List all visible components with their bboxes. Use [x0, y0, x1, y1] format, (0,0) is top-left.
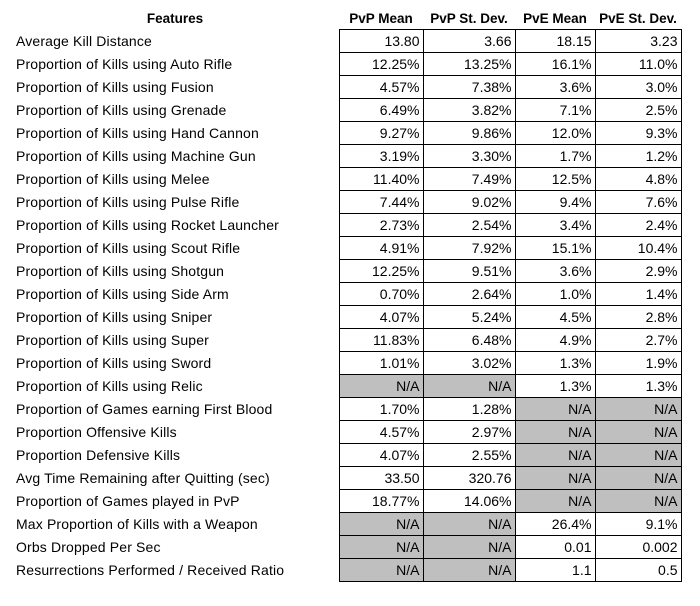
cell-pvp-std-dev: 7.38% [423, 76, 515, 99]
cell-pvp-mean: 13.80 [339, 30, 423, 53]
cell-pve-std-dev: 3.0% [595, 76, 681, 99]
cell-pvp-std-dev: 1.28% [423, 398, 515, 421]
table-row [11, 421, 681, 444]
feature-label: Proportion of Kills using Rocket Launcher [16, 217, 279, 233]
cell-pvp-std-dev: 2.97% [423, 421, 515, 444]
table-header [11, 8, 681, 30]
cell-pve-std-dev: 2.5% [595, 99, 681, 122]
cell-pvp-std-dev: N/A [423, 559, 515, 582]
cell-pvp-mean: 12.25% [339, 260, 423, 283]
cell-pvp-mean: N/A [339, 513, 423, 536]
cell-pve-mean: 15.1% [515, 237, 595, 260]
cell-pve-std-dev: N/A [595, 467, 681, 490]
cell-pvp-mean: 4.91% [339, 237, 423, 260]
table-row [11, 53, 681, 76]
cell-pvp-mean: N/A [339, 559, 423, 582]
table-row [11, 513, 681, 536]
cell-pvp-mean: 4.57% [339, 76, 423, 99]
header-pve-mean: PvE Mean [523, 11, 587, 26]
cell-pvp-mean: 11.40% [339, 168, 423, 191]
feature-label: Proportion of Kills using Super [16, 332, 209, 348]
cell-pve-mean: N/A [515, 467, 595, 490]
table-row [11, 145, 681, 168]
cell-pve-std-dev: 9.3% [595, 122, 681, 145]
cell-pve-mean: 18.15 [515, 30, 595, 53]
feature-label: Proportion of Kills using Pulse Rifle [16, 194, 240, 210]
cell-pvp-std-dev: N/A [423, 375, 515, 398]
feature-label: Average Kill Distance [16, 33, 152, 49]
cell-pve-std-dev: 9.1% [595, 513, 681, 536]
cell-pvp-mean: 3.19% [339, 145, 423, 168]
cell-pve-std-dev: 2.9% [595, 260, 681, 283]
feature-label: Max Proportion of Kills with a Weapon [16, 516, 258, 532]
cell-pve-mean: 26.4% [515, 513, 595, 536]
cell-pve-std-dev: 0.002 [595, 536, 681, 559]
feature-label: Proportion of Kills using Sword [16, 355, 212, 371]
table-row [11, 237, 681, 260]
cell-pve-mean: 1.1 [515, 559, 595, 582]
table-row [11, 283, 681, 306]
cell-pvp-std-dev: 7.92% [423, 237, 515, 260]
cell-pve-std-dev: 2.8% [595, 306, 681, 329]
cell-pvp-mean: 1.01% [339, 352, 423, 375]
cell-pve-mean: N/A [515, 490, 595, 513]
feature-label: Proportion of Games earning First Blood [16, 401, 273, 417]
table-row [11, 536, 681, 559]
features-table [11, 8, 682, 582]
cell-pve-std-dev: 4.8% [595, 168, 681, 191]
cell-pve-mean: 1.3% [515, 352, 595, 375]
cell-pvp-mean: 0.70% [339, 283, 423, 306]
cell-pve-mean: 3.4% [515, 214, 595, 237]
cell-pvp-std-dev: 9.51% [423, 260, 515, 283]
cell-pvp-std-dev: 7.49% [423, 168, 515, 191]
cell-pvp-std-dev: 5.24% [423, 306, 515, 329]
cell-pve-std-dev: 10.4% [595, 237, 681, 260]
cell-pvp-mean: N/A [339, 375, 423, 398]
table-row [11, 329, 681, 352]
feature-label: Proportion of Kills using Auto Rifle [16, 56, 233, 72]
header-pve-std-dev: PvE St. Dev. [599, 11, 677, 26]
cell-pvp-std-dev: N/A [423, 536, 515, 559]
feature-label: Avg Time Remaining after Quitting (sec) [16, 470, 270, 486]
cell-pve-std-dev: N/A [595, 398, 681, 421]
table-row [11, 490, 681, 513]
feature-label: Proportion Defensive Kills [16, 447, 181, 463]
cell-pvp-std-dev: 3.82% [423, 99, 515, 122]
cell-pvp-mean: N/A [339, 536, 423, 559]
table-row [11, 352, 681, 375]
table-row [11, 467, 681, 490]
cell-pve-mean: 16.1% [515, 53, 595, 76]
feature-label: Proportion of Kills using Hand Cannon [16, 125, 259, 141]
cell-pvp-mean: 1.70% [339, 398, 423, 421]
cell-pve-mean: 12.0% [515, 122, 595, 145]
cell-pve-std-dev: 1.2% [595, 145, 681, 168]
feature-label: Proportion of Kills using Melee [16, 171, 210, 187]
cell-pvp-mean: 2.73% [339, 214, 423, 237]
cell-pve-std-dev: 7.6% [595, 191, 681, 214]
table-row [11, 214, 681, 237]
cell-pve-mean: N/A [515, 421, 595, 444]
cell-pve-mean: 4.9% [515, 329, 595, 352]
feature-label: Proportion of Kills using Machine Gun [16, 148, 256, 164]
table-row [11, 444, 681, 467]
cell-pvp-mean: 33.50 [339, 467, 423, 490]
header-pvp-mean: PvP Mean [349, 11, 413, 26]
table-row [11, 375, 681, 398]
cell-pvp-mean: 9.27% [339, 122, 423, 145]
cell-pve-std-dev: 2.4% [595, 214, 681, 237]
cell-pvp-std-dev: 9.86% [423, 122, 515, 145]
cell-pve-std-dev: 3.23 [595, 30, 681, 53]
cell-pve-mean: 1.0% [515, 283, 595, 306]
cell-pve-mean: N/A [515, 444, 595, 467]
table-row [11, 76, 681, 99]
cell-pve-std-dev: N/A [595, 421, 681, 444]
cell-pvp-mean: 12.25% [339, 53, 423, 76]
table-row [11, 306, 681, 329]
cell-pve-std-dev: 11.0% [595, 53, 681, 76]
cell-pvp-std-dev: 2.55% [423, 444, 515, 467]
feature-label: Resurrections Performed / Received Ratio [16, 562, 285, 578]
cell-pve-mean: 3.6% [515, 260, 595, 283]
feature-label: Proportion of Kills using Relic [16, 378, 203, 394]
cell-pve-std-dev: N/A [595, 444, 681, 467]
feature-label: Proportion of Kills using Side Arm [16, 286, 229, 302]
table-row [11, 30, 681, 53]
cell-pvp-mean: 4.57% [339, 421, 423, 444]
cell-pve-mean: 9.4% [515, 191, 595, 214]
header-features: Features [146, 11, 204, 27]
feature-label: Orbs Dropped Per Sec [16, 539, 161, 555]
table-body [11, 30, 681, 582]
cell-pve-mean: 1.7% [515, 145, 595, 168]
cell-pvp-mean: 4.07% [339, 444, 423, 467]
table-row [11, 122, 681, 145]
cell-pvp-std-dev: 2.54% [423, 214, 515, 237]
cell-pve-mean: N/A [515, 398, 595, 421]
table-row [11, 260, 681, 283]
table-row [11, 191, 681, 214]
cell-pvp-mean: 4.07% [339, 306, 423, 329]
cell-pve-std-dev: 1.4% [595, 283, 681, 306]
feature-label: Proportion of Games played in PvP [16, 493, 240, 509]
table-row [11, 398, 681, 421]
cell-pvp-std-dev: 6.48% [423, 329, 515, 352]
features-table-container [11, 8, 682, 582]
feature-label: Proportion of Kills using Fusion [16, 79, 214, 95]
feature-label: Proportion of Kills using Scout Rifle [16, 240, 241, 256]
feature-label: Proportion of Kills using Sniper [16, 309, 213, 325]
cell-pve-mean: 3.6% [515, 76, 595, 99]
cell-pvp-mean: 7.44% [339, 191, 423, 214]
cell-pve-mean: 4.5% [515, 306, 595, 329]
cell-pvp-std-dev: 3.02% [423, 352, 515, 375]
cell-pve-std-dev: 1.9% [595, 352, 681, 375]
cell-pvp-std-dev: 9.02% [423, 191, 515, 214]
table-row [11, 99, 681, 122]
cell-pve-std-dev: N/A [595, 490, 681, 513]
cell-pvp-std-dev: N/A [423, 513, 515, 536]
cell-pve-std-dev: 0.5 [595, 559, 681, 582]
cell-pvp-std-dev: 2.64% [423, 283, 515, 306]
header-row [11, 8, 681, 30]
cell-pve-mean: 12.5% [515, 168, 595, 191]
cell-pvp-std-dev: 13.25% [423, 53, 515, 76]
cell-pvp-mean: 6.49% [339, 99, 423, 122]
feature-label: Proportion of Kills using Shotgun [16, 263, 225, 279]
cell-pve-std-dev: 2.7% [595, 329, 681, 352]
cell-pve-mean: 7.1% [515, 99, 595, 122]
cell-pve-mean: 0.01 [515, 536, 595, 559]
feature-label: Proportion Offensive Kills [16, 424, 177, 440]
table-row [11, 559, 681, 582]
cell-pve-mean: 1.3% [515, 375, 595, 398]
header-pvp-std-dev: PvP St. Dev. [430, 11, 508, 26]
cell-pve-std-dev: 1.3% [595, 375, 681, 398]
cell-pvp-std-dev: 3.30% [423, 145, 515, 168]
cell-pvp-std-dev: 3.66 [423, 30, 515, 53]
cell-pvp-std-dev: 320.76 [423, 467, 515, 490]
feature-label: Proportion of Kills using Grenade [16, 102, 227, 118]
table-row [11, 168, 681, 191]
cell-pvp-std-dev: 14.06% [423, 490, 515, 513]
cell-pvp-mean: 18.77% [339, 490, 423, 513]
cell-pvp-mean: 11.83% [339, 329, 423, 352]
